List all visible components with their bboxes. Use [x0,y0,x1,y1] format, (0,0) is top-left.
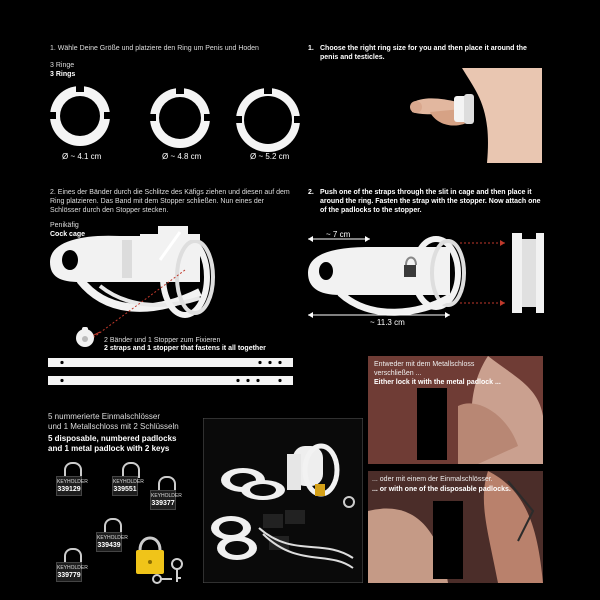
disposable-padlock-5 [56,562,88,582]
cage-dimension-illustration [300,225,550,325]
tag-label: KEYHOLDER [151,493,182,499]
ring-size-large: Ø ~ 5.2 cm [250,152,290,161]
rings-illustration [40,78,300,163]
step1-en-number: 1. [308,45,314,52]
disposable-padlock-3 [150,490,182,510]
panel-metal-lock-de: Entweder mit dem Metallschloss verschließen ... [374,361,475,377]
key-icon [153,575,172,583]
ring-size-small: Ø ~ 4.1 cm [62,152,102,161]
straps-de-text: 2 Bänder und 1 Stopper zum Fixieren [104,337,221,344]
disposable-padlock-2 [112,476,144,496]
padlock-number-3: 339377 [151,500,175,507]
ring-size-medium: Ø ~ 4.8 cm [162,152,202,161]
ring-medium [150,86,210,148]
panel-metal-lock-en: Either lock it with the metal padlock ... [374,379,501,386]
ring-small [50,84,110,146]
key-icon [172,559,182,582]
cage-length-label: ~ 11.3 cm [370,318,405,327]
step2-en-number: 2. [308,189,314,196]
step1-en-text: Choose the right ring size for you and then place it around the penis and testicles. [320,45,527,61]
redaction-block [417,388,447,460]
disposable-padlock-4 [96,532,128,552]
metal-padlock-illustration [132,530,192,585]
locks-de-line2: und 1 Metallschloss mit 2 Schlüsseln [48,422,179,431]
redaction-block [433,501,463,579]
tag-label: KEYHOLDER [97,535,128,541]
padlock-number-2: 339551 [113,486,137,493]
locks-en-line2: and 1 metal padlock with 2 keys [48,444,170,453]
tag-label: KEYHOLDER [57,479,88,485]
step2-de-text: 2. Eines der Bänder durch die Schlitze des Käfigs ziehen und diesen auf dem Ring platzieren. Das Band mit dem Stopper schließen. Nun eines der Schlösser durch den Stopper stecken. [50,189,290,214]
rings-en-label: 3 Rings [50,71,76,78]
padlock-number-5: 339779 [57,572,81,579]
product-photo [203,418,363,583]
panel-disposable-lock-en: ... or with one of the disposable padlocks. [372,486,511,493]
padlock-number-4: 339439 [97,542,121,549]
step2-en-text: Push one of the straps through the slit in cage and then place it around the ring. Fasten the strap with the stopper. Now attach one of the padlocks to the stopper. [320,189,541,214]
rings-de-label: 3 Ringe [50,62,75,69]
panel-disposable-lock-de: ... oder mit einem der Einmalschlösser. [372,476,493,483]
cage-en-label: Cock cage [50,231,86,238]
tag-label: KEYHOLDER [113,479,144,485]
tag-label: KEYHOLDER [57,565,88,571]
straps-illustration [48,356,298,388]
disposable-padlock-1 [56,476,88,496]
step1-de-text: 1. Wähle Deine Größe und platziere den Ring um Penis und Hoden [50,45,259,52]
stopper-illustration [74,326,96,348]
locks-en-line1: 5 disposable, numbered padlocks [48,434,177,443]
step1-body-illustration [402,68,542,163]
padlock-number-1: 339129 [57,486,81,493]
cage-de-label: Penikäfig [50,222,79,229]
straps-en-text: 2 straps and 1 stopper that fastens it all together [104,345,266,352]
ring-large [236,86,300,152]
locks-de-line1: 5 nummerierte Einmalschlösser [48,412,161,421]
panel-metal-lock [368,356,543,464]
panel-disposable-lock [368,471,543,583]
cage-width-label: ~ 7 cm [326,230,351,239]
